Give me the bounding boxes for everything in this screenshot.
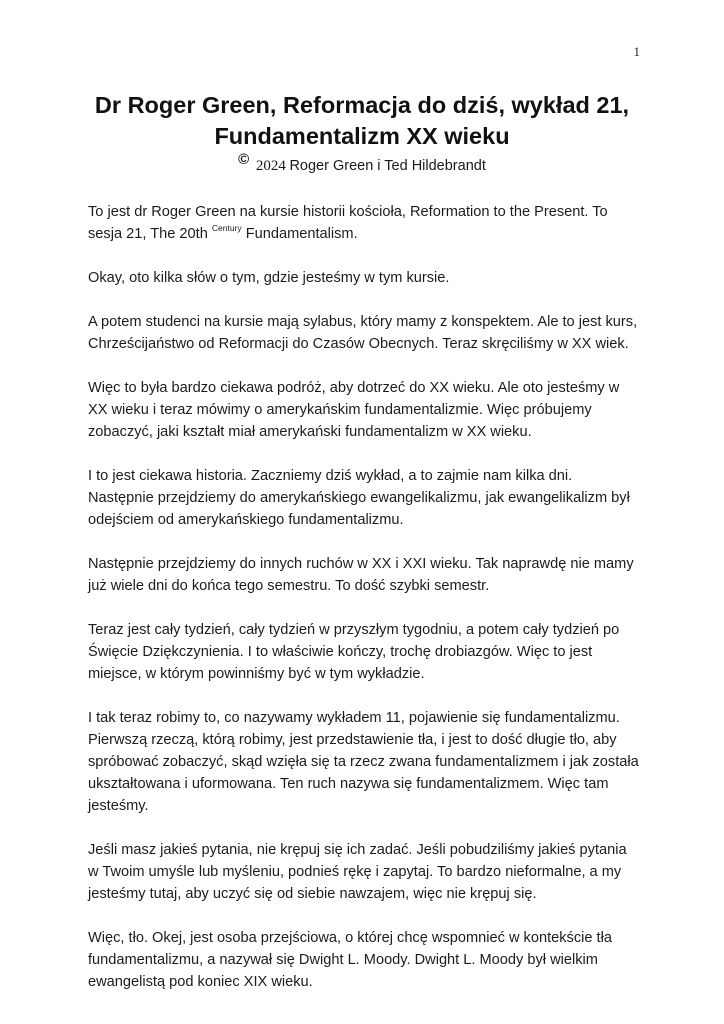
paragraph-1 xyxy=(88,201,640,245)
copyright-holders: Roger Green i Ted Hildebrandt xyxy=(289,158,486,174)
paragraph-7: Teraz jest cały tydzień, cały tydzień w przyszłym tygodniu, a potem cały tydzień po Święcie Dziękczynienia. I to właściwie kończy, trochę drobiazgów. Więc to jest miejsce, w którym powinniśmy być w tym wykładzie. xyxy=(88,622,620,682)
title-line-2: Fundamentalizm XX wieku xyxy=(214,123,510,149)
copyright-symbol: © xyxy=(238,151,250,168)
paragraph-1-after: Fundamentalism. xyxy=(245,226,358,242)
paragraph-10: Więc, tło. Okej, jest osoba przejściowa, o której chcę wspomnieć w kontekście tła fundamentalizmu, a nazywał się Dwight L. Moody. Dwight L. Moody był wielkim ewangelistą pod koniec XIX wieku. xyxy=(88,930,612,990)
page-number: 1 xyxy=(633,44,640,59)
paragraph-8: I tak teraz robimy to, co nazywamy wykładem 11, pojawienie się fundamentalizmu. Pierwszą rzeczą, którą robimy, jest przedstawienie tła, i jest to dość długie tło, aby spróbować zobaczyć, skąd wzięła się ta rzecz zwana fundamentalizmem i jak została ukształtowana i uformowana. Ten ruch nazywa się fundamentalizmem. Więc tam jesteśmy. xyxy=(88,710,639,814)
title-line-1: Dr Roger Green, Reformacja do dziś, wykład 21, xyxy=(94,92,630,118)
paragraph-5: I to jest ciekawa historia. Zaczniemy dziś wykład, a to zajmie nam kilka dni. Następnie przejdziemy do amerykańskiego ewangelikalizmu, jak ewangelikalizm był odejściem od amerykańskiego fundamentalizmu. xyxy=(88,468,630,528)
document-body xyxy=(88,201,640,1015)
paragraph-2: Okay, oto kilka słów o tym, gdzie jesteśmy w tym kursie. xyxy=(88,270,450,286)
superscript-century: Century xyxy=(211,223,242,233)
paragraph-9: Jeśli masz jakieś pytania, nie krępuj się ich zadać. Jeśli pobudziliśmy jakieś pytania w Twoim umyśle lub myśleniu, podnieś rękę i zapytaj. To bardzo nieformalne, a my jesteśmy tutaj, aby uczyć się od siebie nawzajem, więc nie krępuj się. xyxy=(88,842,627,902)
paragraph-1-before: To jest dr Roger Green na kursie historii kościoła, Reformation to the Present. To sesja 21, The 20th xyxy=(88,204,608,242)
paragraph-4: Więc to była bardzo ciekawa podróż, aby dotrzeć do XX wieku. Ale oto jesteśmy w XX wieku i teraz mówimy o amerykańskim fundamentalizmie. Więc próbujemy zobaczyć, jaki kształt miał amerykański fundamentalizm w XX wieku. xyxy=(88,380,620,440)
paragraph-6: Następnie przejdziemy do innych ruchów w XX i XXI wieku. Tak naprawdę nie mamy już wiele dni do końca tego semestru. To dość szybki semestr. xyxy=(88,556,634,594)
document-header xyxy=(0,90,724,176)
copyright-line xyxy=(0,151,724,176)
copyright-year: 2024 xyxy=(255,158,286,174)
document-title xyxy=(0,90,724,152)
paragraph-3: A potem studenci na kursie mają sylabus, który mamy z konspektem. Ale to jest kurs, Chrześcijaństwo od Reformacji do Czasów Obecnych. Teraz skręciliśmy w XX wiek. xyxy=(88,314,638,352)
